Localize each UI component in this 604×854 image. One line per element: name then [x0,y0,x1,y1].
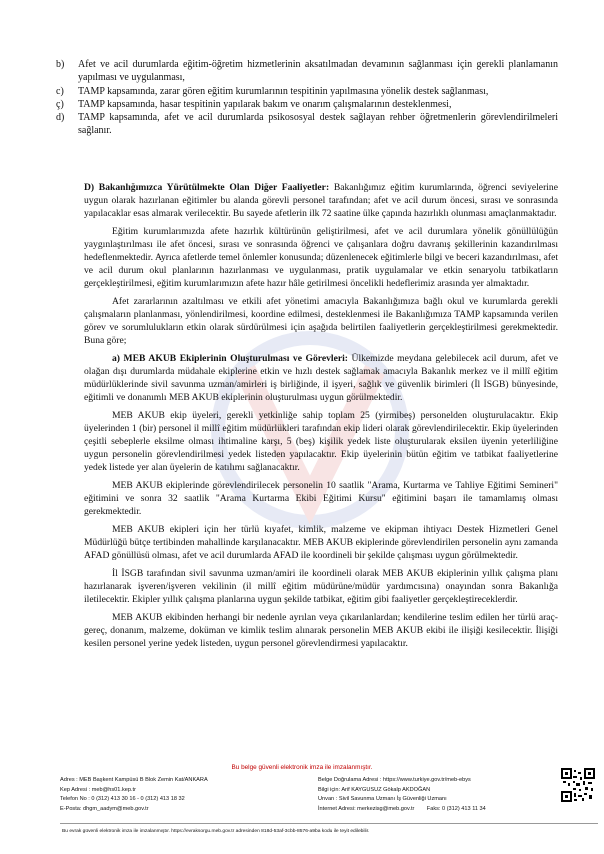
paragraph-text: Bakanlığımız eğitim kurumlarında, öğrenci seviyelerine uygun olarak hazırlanan eğitimler bu alanda görevli personel tarafından; afet ve acil durum öncesi, sırası ve sonrasında yapılacaklar esas almarak verilecektir. Bu sayede afetlerin ilk 72 saatine ülke çapında hazırlıklı olunması amaçlanmaktadır. [84,182,558,219]
paragraph: MEB AKUB ekip üyeleri, gerekli yetkinliğe sahip toplam 25 (yirmibeş) personelden oluşturulacaktır. Ekip üyelerinden 1 (bir) personel il millî eğitim müdürlükleri tarafından ekip lideri olarak görevlendirilecektir. Ekip üyelerinden çeşitli sebeplerle eksilme olması ihtimaline karşı, 5 (beş) kişilik yedek liste oluşturularak eksilen üyenin yeterliliğine uygun personelin görevlendirilmesi yedek listeden yapılacaktır. Ekip üyelerinin bütün eğitim ve tatbikat faaliyetlerine yedek listede yer alan üyelerin de katılımı sağlanacaktır. [84,410,558,473]
footer-roles: Unvan : Sivil Savunma Uzmanı İş Güvenliği Uzmanı [318,796,447,802]
verification-code-line: Bu evrak güvenli elektronik imza ile imzalanmıştır. https://evraksorgu.meb.gov.tr adresinden 818d-53af-3cbb-8576-a9ba kodu ile teyit edilebilir. [62,829,370,834]
qr-code-icon [561,768,595,802]
list-text: Afet ve acil durumlarda eğitim-öğretim hizmetlerinin aksatılmadan devamının sağlanması için gerekli planlamanın yapılması ve uygulanması, [78,59,558,84]
paragraph: MEB AKUB ekipleri için her türlü kıyafet, kimlik, malzeme ve ekipman ihtiyacı Destek Hizmetleri Genel Müdürlüğü bütçe tertibinden mahallinde karşılanacaktır. MEB AKUB ekiplerinde görevlendirilen personelin aynı zamanda AFAD gönüllüsü olması, afet ve acil durumlarda AFAD ile koordineli bir şekilde çalışması uygun görülmektedir. [84,524,558,561]
section-d-body [84,181,558,655]
list-item [56,98,558,111]
footer-divider [60,823,598,824]
footer-kep: Kep Adresi : meb@hs01.kep.tr [60,786,136,793]
paragraph: İl İSGB tarafından sivil savunma uzman/amiri ile koordineli olarak MEB AKUB ekiplerinin yıllık çalışma planı hazırlanarak işveren/işveren vekilinin (il millî eğitim müdürüne/müdür yardımcısına) onayından sonra Bakanlığa iletilecektir. Ekipler yıllık çalışma planlarına uygun şekilde tatbikat, eğitim gibi faaliyetler gerçekleştireceklerdir. [84,568,558,605]
list-item [56,111,558,138]
list-text: TAMP kapsamında, afet ve acil durumlarda psikososyal destek sağlayan rehber öğretmenlerin görevlendirilmeleri sağlanır. [78,112,558,137]
footer-info: Bilgi için: Arif KAYGUSUZ Gökalp AKDOĞAN [318,786,431,793]
footer-fax: Faks: 0 (312) 413 11 34 [426,805,486,812]
list-marker: ç) [56,98,64,110]
footer-email: E-Posta: dhgm_aadym@meb.gov.tr [60,805,149,812]
list-text: TAMP kapsamında, hasar tespitinin yapılarak bakım ve onarım çalışmalarının desteklenmesi, [78,98,452,110]
footer-internet: İnternet Adresi: merkezisg@meb.gov.tr [318,805,415,812]
footer-verify-link[interactable]: Belge Doğrulama Adresi : https://www.turkiye.gov.tr/meb-ebys [318,777,471,783]
list-marker: d) [56,112,65,124]
e-signature-note: Bu belge güvenli elektronik imza ile imzalanmıştır. [231,764,373,771]
footer-internet-fax [318,805,486,815]
section-d-intro [84,181,558,220]
list-item [56,85,558,98]
footer-address: Adres : MEB Başkent Kampüsü B Blok Zemin Kat/ANKARA [60,777,208,783]
footer-contact-left [60,776,208,814]
list-item [56,58,558,85]
paragraph: Afet zararlarının azaltılması ve etkili afet yönetimi amacıyla Bakanlığımıza bağlı okul ve kurumlarda gerekli çalışmaların planlanması, yönlendirilmesi, koordine edilmesi, desteklenmesi ile Bakanlığımıza TAMP kapsamında verilen görev ve sorumlulukların etkin olarak sürdürülmesi için aşağıda belirtilen faaliyetlerin gerçekleştirilmesi gerekmektedir. Buna göre; [84,296,558,346]
duty-list [56,58,558,138]
paragraph [84,352,558,404]
footer-phone: Telefon No : 0 (312) 413 30 16 - 0 (312) 413 18 32 [60,796,185,802]
list-marker: b) [56,59,65,70]
paragraph: MEB AKUB ekiplerinde görevlendirilecek personelin 10 saatlik "Arama, Kurtarma ve Tahliye Eğitimi Semineri" eğitimini ve sonra 32 saatlik "Arama Kurtarma Ekibi Eğitimi Kursu" eğitimini başarı ile tamamlamış olması gerekmektedir. [84,480,558,517]
subsection-heading: a) MEB AKUB Ekiplerinin Oluşturulması ve Görevleri: [112,353,348,364]
list-marker: c) [56,85,64,97]
list-text: TAMP kapsamında, zarar gören eğitim kurumlarının tespitinin yapılmasına yönelik destek sağlanması, [78,85,489,97]
section-heading: D) Bakanlığımızca Yürütülmekte Olan Diğer Faaliyetler: [84,182,330,193]
paragraph-text: Ülkemizde meydana gelebilecek acil durum, afet ve olağan dışı durumlarda müdahale ekiplerine etkin ve hızlı destek sağlamak amacıyla Bakanlık merkez ve il millî eğitim müdürlüklerinde sivil savunma uzman/amirleri iş birliğinde, il işyeri, sağlık ve güvenlik birimleri (İl İSGB) bünyesinde, eğitimli ve donanımlı MEB AKUB ekiplerinin oluşturulması uygun görülmektedir. [84,353,558,403]
paragraph: Eğitim kurumlarımızda afete hazırlık kültürünün geliştirilmesi, afet ve acil durumlara yönelik gönüllülüğün yaygınlaştırılması ile afet öncesi, sırası ve sonrasında öğrenci ve çalışanlara doğru davranış şekillerinin kazandırılması hedeflenmektedir. Ayrıca afetlerde temel önlemler konusunda; düzenlenecek eğitimlerle bilgi ve beceri kazandırılması, afet ve acil durum okul planlarının hazırlanması ve uygulanması, pratik uygulamalar ve etkin senaryolu tatbikatların gerçekleştirilmesi, eğitim kurumlarımızın afete hazır hâle getirilmesi öncelikli hedeflerimiz arasında yer almaktadır. [84,226,558,289]
paragraph: MEB AKUB ekibinden herhangi bir nedenle ayrılan veya çıkarılanlardan; kendilerine teslim edilen her türlü araç-gereç, donanım, malzeme, doküman ve kimlik teslim alınarak personelin MEB AKUB ekibi ile ilişiği kesilecektir. İlişiği kesilen personel yerine yedek listeden, uygun personel görevlendirmesi yapılacaktır. [84,612,558,649]
footer-contact-right [318,776,486,814]
